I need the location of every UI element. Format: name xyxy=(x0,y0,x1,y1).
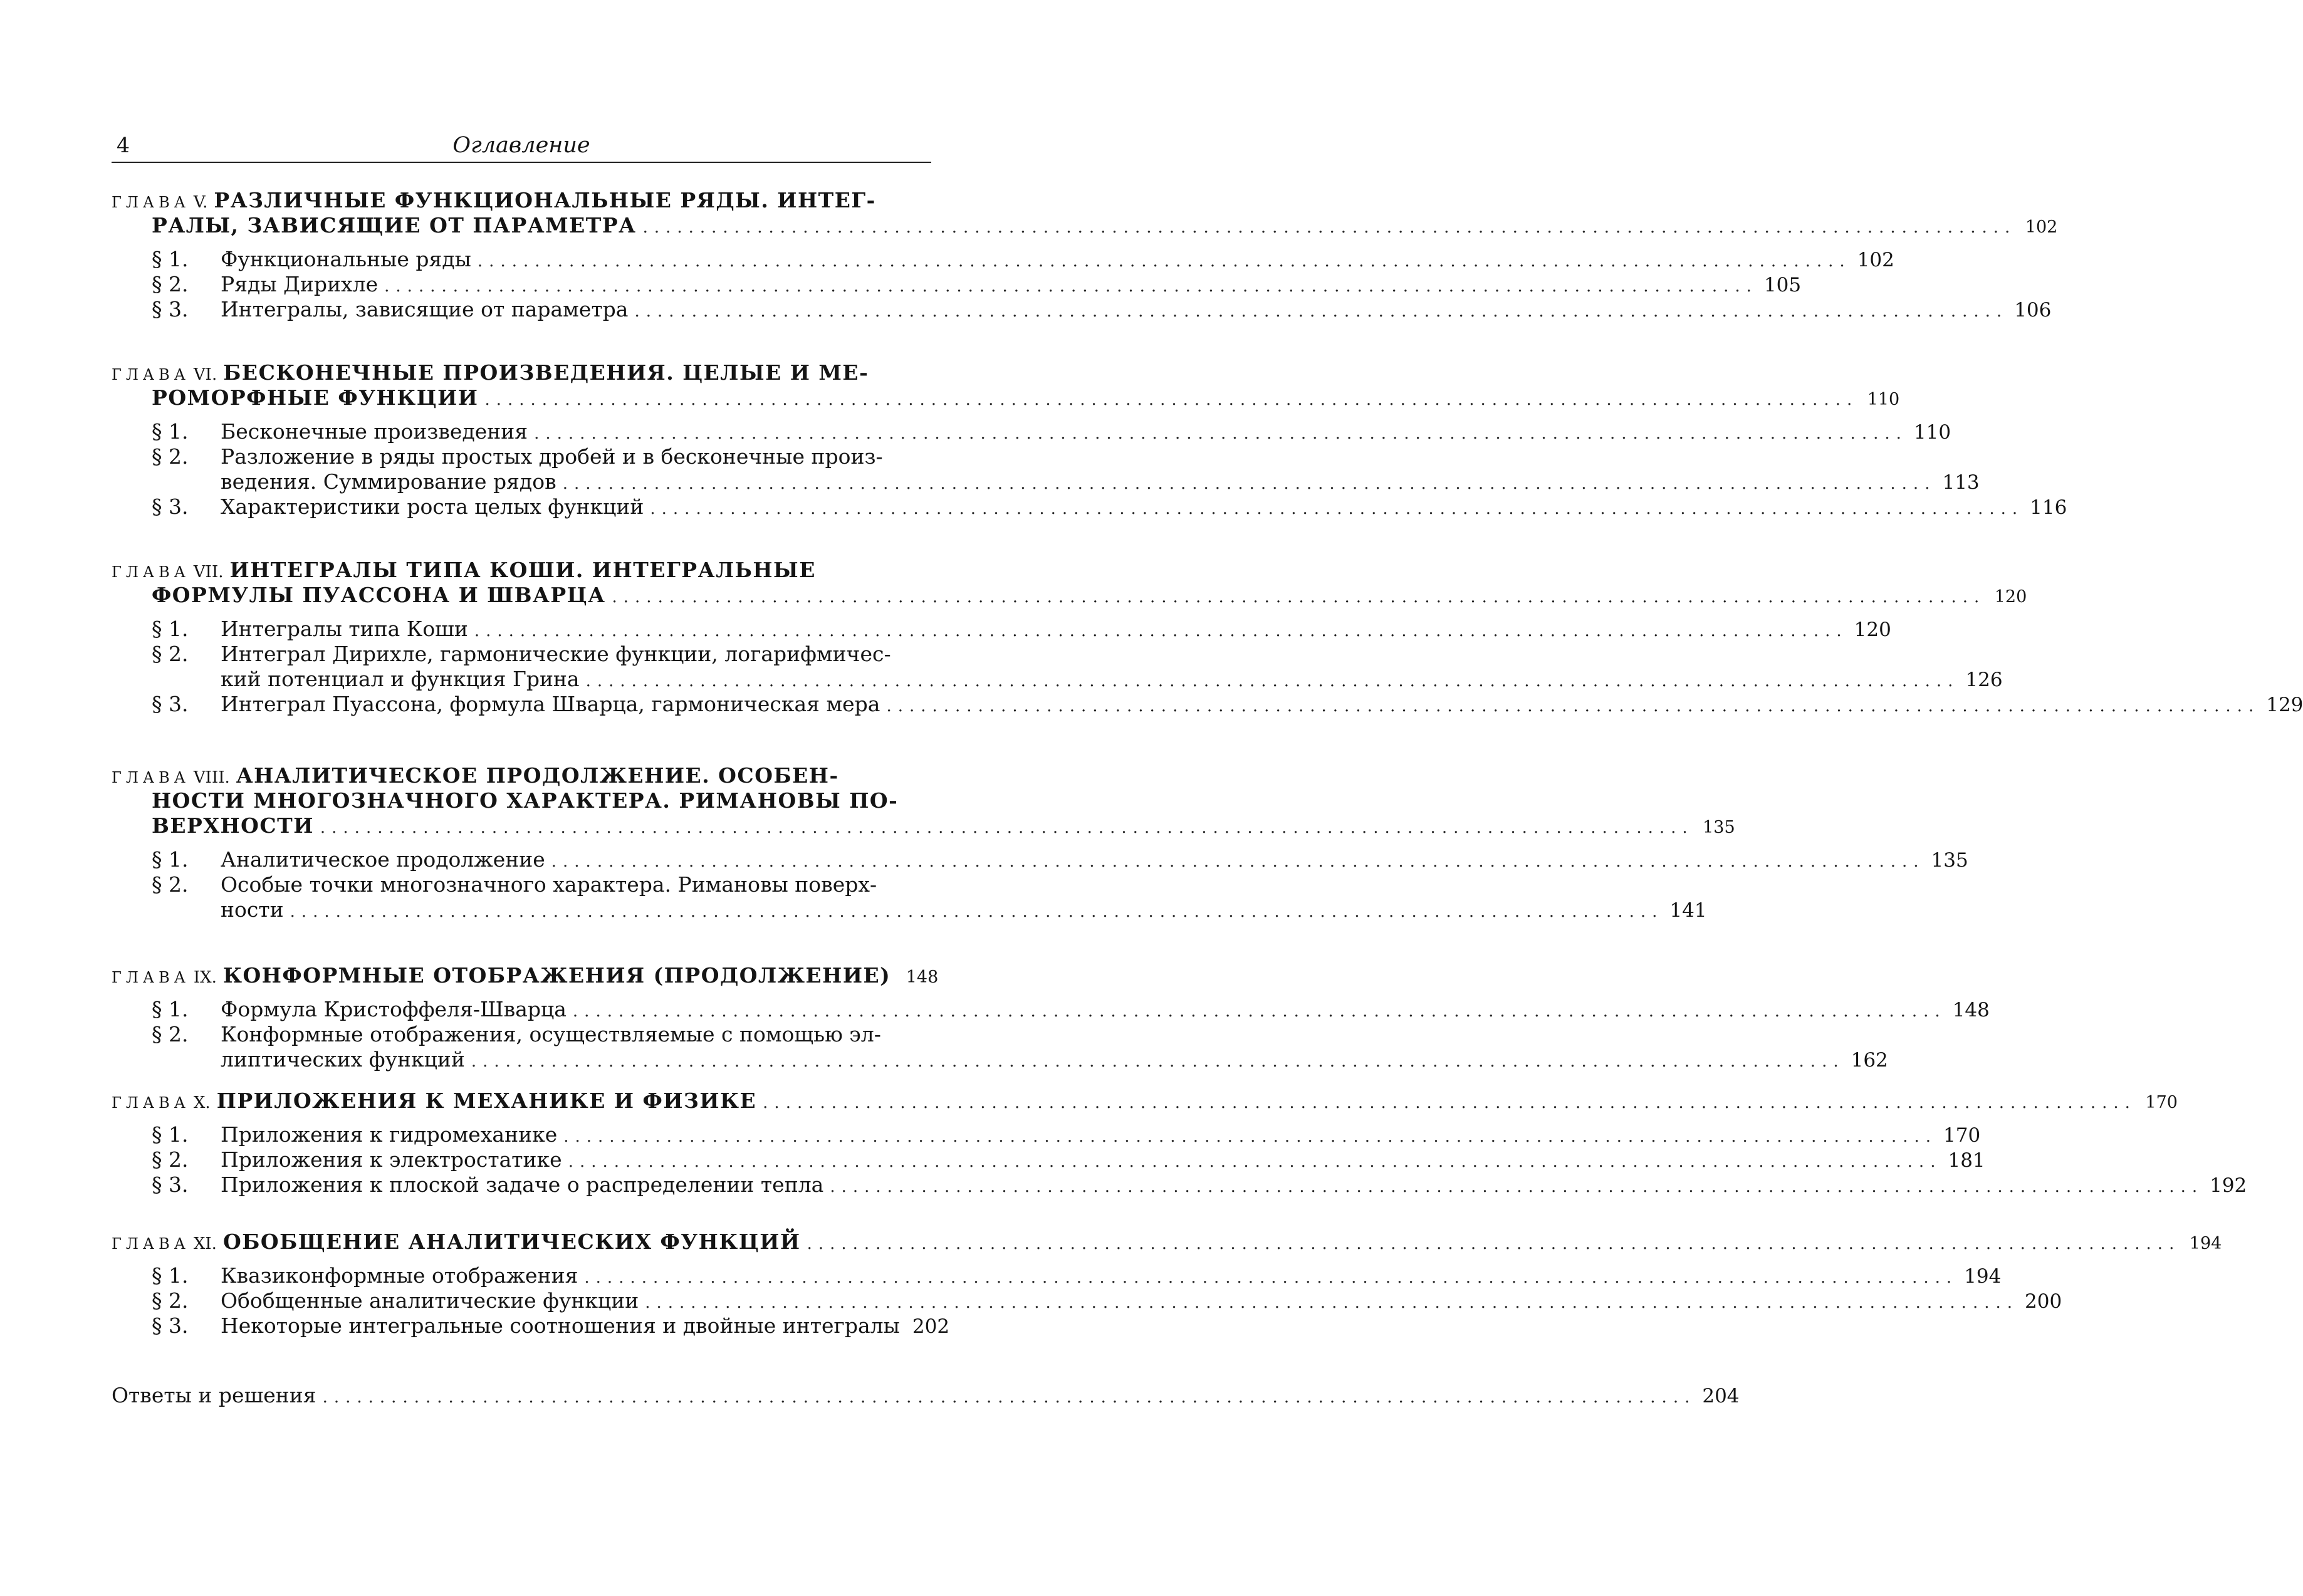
section-line xyxy=(221,872,931,897)
toc-section[interactable] xyxy=(152,692,2303,717)
section-body xyxy=(221,617,1891,642)
toc-section[interactable] xyxy=(152,1022,1888,1072)
toc-chapter xyxy=(112,558,2303,717)
chapter-heading-line xyxy=(112,813,1735,838)
section-title: Особые точки многозначного характера. Римановы поверх- xyxy=(221,872,877,897)
section-title: Приложения к электростатике xyxy=(221,1147,562,1172)
leader-dots: ........................................................................................................................ xyxy=(634,302,2008,321)
section-line xyxy=(221,444,931,469)
toc-section[interactable] xyxy=(152,642,2003,692)
section-mark: § 2. xyxy=(152,1022,189,1046)
running-header xyxy=(112,132,931,162)
leader-dots: ........................................................................................................................ xyxy=(471,1052,1845,1071)
toc-section[interactable] xyxy=(152,872,1707,922)
toc-section[interactable] xyxy=(152,1263,2002,1288)
section-line xyxy=(221,494,2067,519)
section-line xyxy=(221,1047,1888,1072)
leader-dots: ........................................................................................................................ xyxy=(886,697,2260,716)
chapter-heading-line[interactable] xyxy=(112,1229,2222,1254)
running-title: Оглавление xyxy=(452,133,590,158)
section-body xyxy=(221,1172,2247,1197)
toc-chapter xyxy=(112,1088,2247,1197)
chapter-label: ГЛАВА xyxy=(112,769,190,786)
leader-dots: ........................................................................................................................ xyxy=(584,1268,1958,1287)
leader-dots: ........................................................................................................................ xyxy=(384,277,1758,296)
section-title: кий потенциал и функция Грина xyxy=(221,667,580,691)
toc-section[interactable] xyxy=(152,1172,2247,1197)
section-mark: § 3. xyxy=(152,1172,189,1197)
chapter-title: РАЗЛИЧНЫЕ ФУНКЦИОНАЛЬНЫЕ РЯДЫ. ИНТЕГ- xyxy=(214,188,876,212)
section-mark: § 2. xyxy=(152,1147,189,1172)
chapter-heading-text xyxy=(112,763,839,788)
toc-chapter xyxy=(112,360,2067,519)
chapter-label: ГЛАВА xyxy=(112,366,190,383)
section-page-number: 110 xyxy=(1913,421,1951,444)
section-line xyxy=(221,247,1894,272)
section-title: Ряды Дирихле xyxy=(221,272,379,296)
section-line xyxy=(221,297,2052,322)
section-line xyxy=(221,1288,2062,1313)
section-line xyxy=(221,847,1968,872)
chapter-heading-text xyxy=(112,558,816,583)
chapter-label: ГЛАВА xyxy=(112,1235,190,1253)
section-title: липтических функций xyxy=(221,1047,465,1072)
leader-dots: ........................................................................................................................ xyxy=(534,424,1908,443)
section-body xyxy=(221,247,1894,272)
section-title: Бесконечные произведения xyxy=(221,419,528,444)
section-line xyxy=(221,1263,2002,1288)
leader-dots: ........................................................................................................................ xyxy=(763,1093,2136,1112)
section-body xyxy=(221,1122,1981,1147)
section-line xyxy=(221,1313,950,1338)
section-page-number: 148 xyxy=(1952,999,1990,1021)
section-body xyxy=(221,1263,2002,1288)
section-list xyxy=(112,617,2303,717)
toc-section[interactable] xyxy=(152,419,1951,444)
section-body xyxy=(221,692,2303,717)
section-page-number: 202 xyxy=(912,1315,950,1338)
leader-dots: ........................................................................................................................ xyxy=(563,1127,1938,1146)
chapter-heading-text xyxy=(152,213,637,238)
section-list xyxy=(112,997,1990,1072)
toc-section[interactable] xyxy=(152,272,1802,297)
toc-section[interactable] xyxy=(152,1122,1981,1147)
toc-chapter xyxy=(112,188,2058,322)
section-line xyxy=(221,272,1802,297)
chapter-label: ГЛАВА xyxy=(112,1094,190,1112)
section-mark: § 1. xyxy=(152,617,189,641)
chapter-title: ОБОБЩЕНИЕ АНАЛИТИЧЕСКИХ ФУНКЦИЙ xyxy=(222,1229,801,1254)
section-body xyxy=(221,297,2052,322)
section-mark: § 2. xyxy=(152,872,189,897)
chapter-heading-line[interactable] xyxy=(112,188,931,213)
section-page-number: 141 xyxy=(1669,899,1707,922)
leader-dots: ........................................................................................................................ xyxy=(474,622,1848,640)
chapter-heading-line[interactable] xyxy=(112,1088,2178,1114)
section-page-number: 126 xyxy=(1965,669,2003,691)
chapter-heading-text xyxy=(112,1088,756,1115)
chapter-heading-line[interactable] xyxy=(112,360,931,385)
chapter-heading-line xyxy=(112,788,931,813)
section-title: Функциональные ряды xyxy=(221,247,471,271)
section-page-number: 162 xyxy=(1851,1049,1888,1072)
chapter-title: ПРИЛОЖЕНИЯ К МЕХАНИКЕ И ФИЗИКЕ xyxy=(216,1088,757,1113)
section-page-number: 105 xyxy=(1763,274,1802,296)
toc-section[interactable] xyxy=(152,617,1891,642)
chapter-title: НОСТИ МНОГОЗНАЧНОГО ХАРАКТЕРА. РИМАНОВЫ ПО- xyxy=(152,788,899,813)
chapter-heading-text xyxy=(112,963,890,990)
section-page-number: 129 xyxy=(2266,694,2303,716)
section-body xyxy=(221,272,1802,297)
section-page-number: 116 xyxy=(2030,496,2067,519)
leader-dots: ........................................................................................................................ xyxy=(484,390,1859,409)
section-body xyxy=(221,847,1968,872)
chapter-page-number: 148 xyxy=(906,968,939,987)
section-title: Интегралы типа Коши xyxy=(221,617,468,641)
section-body xyxy=(221,444,1980,494)
section-list xyxy=(112,419,2067,519)
chapter-number: VIII. xyxy=(193,768,230,787)
leader-dots: ........................................................................................................................ xyxy=(642,218,2017,237)
leader-dots: ........................................................................................................................ xyxy=(568,1152,1942,1171)
section-title: Интеграл Дирихле, гармонические функции, логарифмичес- xyxy=(221,642,891,666)
chapter-heading-line[interactable] xyxy=(112,763,931,788)
section-body xyxy=(221,1288,2062,1313)
leader-dots: ........................................................................................................................ xyxy=(551,852,1925,871)
chapter-heading-text xyxy=(152,813,314,838)
chapter-title: РОМОРФНЫЕ ФУНКЦИИ xyxy=(152,385,479,410)
section-line xyxy=(221,1022,931,1047)
toc-chapter xyxy=(112,763,1968,922)
section-mark: § 2. xyxy=(152,444,189,469)
toc-section[interactable] xyxy=(152,444,1980,494)
chapter-page-number: 135 xyxy=(1703,818,1735,837)
chapter-title: АНАЛИТИЧЕСКОЕ ПРОДОЛЖЕНИЕ. ОСОБЕН- xyxy=(236,763,839,788)
toc-section[interactable] xyxy=(152,297,2052,322)
toc-section[interactable] xyxy=(152,997,1990,1022)
chapter-number: X. xyxy=(193,1093,211,1112)
section-page-number: 200 xyxy=(2025,1290,2062,1313)
chapter-heading-text xyxy=(112,188,876,213)
toc-section[interactable] xyxy=(152,247,1894,272)
section-title: Интегралы, зависящие от параметра xyxy=(221,297,629,321)
section-title: Интеграл Пуассона, формула Шварца, гармоническая мера xyxy=(221,692,880,716)
chapter-label: ГЛАВА xyxy=(112,969,190,986)
toc-section[interactable] xyxy=(152,494,2067,519)
chapter-number: V. xyxy=(193,193,208,212)
leader-dots: ........................................................................................................................ xyxy=(322,1388,1696,1407)
section-title: Формула Кристоффеля-Шварца xyxy=(221,997,567,1021)
section-title: Обобщенные аналитические функции xyxy=(221,1288,639,1313)
section-title: Некоторые интегральные соотношения и двойные интегралы xyxy=(221,1313,900,1338)
chapter-page-number: 194 xyxy=(2189,1234,2222,1253)
section-line xyxy=(221,997,1990,1022)
leader-dots: ........................................................................................................................ xyxy=(290,902,1664,921)
chapter-heading-text xyxy=(152,583,606,608)
toc-chapter xyxy=(112,963,1990,1072)
section-line xyxy=(221,692,2303,717)
chapter-number: VII. xyxy=(193,563,224,582)
toc-section[interactable] xyxy=(152,1288,2062,1313)
section-page-number: 181 xyxy=(1948,1149,1985,1172)
section-title: ности xyxy=(221,897,284,922)
chapter-title: КОНФОРМНЫЕ ОТОБРАЖЕНИЯ (ПРОДОЛЖЕНИЕ) xyxy=(222,963,891,988)
section-mark: § 2. xyxy=(152,642,189,666)
section-page-number: 102 xyxy=(1857,249,1894,271)
section-body xyxy=(221,997,1990,1022)
section-body xyxy=(221,1022,1888,1072)
section-mark: § 3. xyxy=(152,297,189,321)
section-list xyxy=(112,247,2052,322)
section-line xyxy=(221,1147,1985,1172)
section-line xyxy=(221,419,1951,444)
section-title: Разложение в ряды простых дробей и в бесконечные произ- xyxy=(221,444,883,469)
chapter-label: ГЛАВА xyxy=(112,563,190,581)
section-line xyxy=(221,469,1980,494)
section-mark: § 1. xyxy=(152,1122,189,1147)
section-mark: § 2. xyxy=(152,272,189,296)
section-mark: § 3. xyxy=(152,1313,189,1338)
section-line xyxy=(221,1122,1981,1147)
section-mark: § 3. xyxy=(152,494,189,519)
section-mark: § 1. xyxy=(152,419,189,444)
chapter-label: ГЛАВА xyxy=(112,194,190,211)
toc-chapter xyxy=(112,1229,2222,1338)
leader-dots: ........................................................................................................................ xyxy=(320,818,1694,837)
section-title: Характеристики роста целых функций xyxy=(221,494,644,519)
chapter-heading-text xyxy=(152,788,898,813)
toc-section[interactable] xyxy=(152,1313,950,1338)
chapter-heading-line[interactable] xyxy=(112,963,939,988)
leader-dots: ........................................................................................................................ xyxy=(477,252,1851,271)
chapter-page-number: 120 xyxy=(1994,587,2027,607)
section-title: Квазиконформные отображения xyxy=(221,1263,578,1288)
answers-entry[interactable] xyxy=(112,1383,1740,1410)
section-title: ведения. Суммирование рядов xyxy=(221,469,556,494)
chapter-heading-line xyxy=(112,385,1900,410)
chapter-page-number: 170 xyxy=(2145,1093,2178,1112)
chapter-page-number: 110 xyxy=(1867,390,1900,409)
section-body xyxy=(221,1313,950,1338)
section-title: Приложения к плоской задаче о распределении тепла xyxy=(221,1172,824,1197)
chapter-title: РАЛЫ, ЗАВИСЯЩИЕ ОТ ПАРАМЕТРА xyxy=(152,213,637,237)
chapter-page-number: 102 xyxy=(2025,217,2058,237)
leader-dots: ........................................................................................................................ xyxy=(572,1002,1946,1021)
section-mark: § 1. xyxy=(152,247,189,271)
chapter-number: IX. xyxy=(193,968,217,987)
section-page-number: 170 xyxy=(1943,1124,1981,1147)
chapter-number: XI. xyxy=(193,1234,217,1253)
section-mark: § 1. xyxy=(152,1263,189,1288)
section-line xyxy=(221,617,1891,642)
section-list xyxy=(112,1122,2247,1197)
chapter-title: ИНТЕГРАЛЫ ТИПА КОШИ. ИНТЕГРАЛЬНЫЕ xyxy=(229,558,816,582)
section-line xyxy=(221,667,2003,692)
answers-label: Ответы и решения xyxy=(112,1383,316,1407)
section-body xyxy=(221,494,2067,519)
section-page-number: 120 xyxy=(1854,618,1891,641)
section-page-number: 106 xyxy=(2014,299,2052,321)
chapter-number: VI. xyxy=(193,365,217,384)
chapter-title: БЕСКОНЕЧНЫЕ ПРОИЗВЕДЕНИЯ. ЦЕЛЫЕ И МЕ- xyxy=(223,360,869,385)
section-list xyxy=(112,847,1968,922)
section-body xyxy=(221,419,1951,444)
toc-section[interactable] xyxy=(152,847,1968,872)
section-body xyxy=(221,872,1707,922)
section-line xyxy=(221,897,1707,922)
chapter-heading-line xyxy=(112,213,2058,238)
chapter-title: ВЕРХНОСТИ xyxy=(152,813,314,838)
section-page-number: 194 xyxy=(1964,1265,2002,1288)
leader-dots: ........................................................................................................................ xyxy=(612,588,1986,607)
section-title: Конформные отображения, осуществляемые с помощью эл- xyxy=(221,1022,881,1046)
leader-dots: ........................................................................................................................ xyxy=(562,474,1936,493)
section-mark: § 1. xyxy=(152,847,189,872)
section-line xyxy=(221,642,931,667)
section-page-number: 192 xyxy=(2210,1174,2247,1197)
chapter-heading-text xyxy=(152,385,478,410)
section-mark: § 2. xyxy=(152,1288,189,1313)
section-line xyxy=(221,1172,2247,1197)
section-page-number: 113 xyxy=(1942,471,1980,494)
section-page-number: 135 xyxy=(1931,849,1968,872)
page-number: 4 xyxy=(117,133,130,157)
leader-dots: ........................................................................................................................ xyxy=(645,1293,2019,1312)
leader-dots: ........................................................................................................................ xyxy=(807,1234,2181,1253)
chapter-heading-line xyxy=(112,583,2027,608)
chapter-heading-line[interactable] xyxy=(112,558,931,583)
section-body xyxy=(221,642,2003,692)
section-mark: § 1. xyxy=(152,997,189,1021)
header-rule xyxy=(112,162,931,163)
leader-dots: ........................................................................................................................ xyxy=(650,499,2024,518)
section-title: Приложения к гидромеханике xyxy=(221,1122,558,1147)
section-mark: § 3. xyxy=(152,692,189,716)
section-title: Аналитическое продолжение xyxy=(221,847,545,872)
section-body xyxy=(221,1147,1985,1172)
answers-page-number: 204 xyxy=(1702,1385,1740,1407)
toc-section[interactable] xyxy=(152,1147,1985,1172)
section-list xyxy=(112,1263,2062,1338)
leader-dots: ........................................................................................................................ xyxy=(830,1177,2204,1196)
chapter-title: ФОРМУЛЫ ПУАССОНА И ШВАРЦА xyxy=(152,583,606,607)
chapter-heading-text xyxy=(112,1229,801,1256)
chapter-heading-text xyxy=(112,360,869,385)
leader-dots: ........................................................................................................................ xyxy=(585,672,1960,691)
